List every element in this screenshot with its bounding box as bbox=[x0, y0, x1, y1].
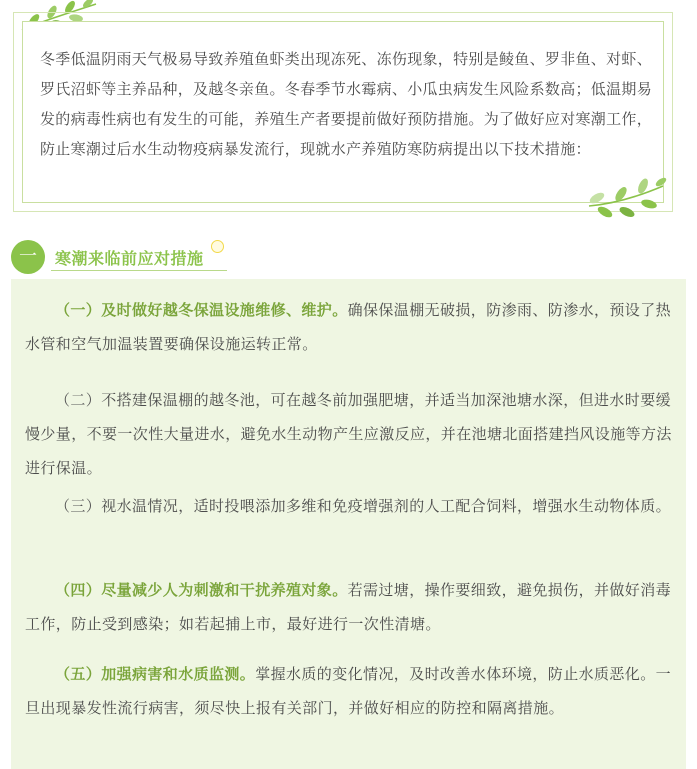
measure-item bbox=[25, 573, 673, 641]
measures-panel bbox=[11, 279, 686, 769]
measure-item bbox=[25, 489, 673, 523]
measure-body: 不搭建保温棚的越冬池，可在越冬前加强肥塘，并适当加深池塘水深，但进水时要缓慢少量，不要一次性大量进水，避免水生动物产生应激反应，并在池塘北面搭建挡风设施等方法进行保温。 bbox=[25, 391, 672, 477]
measure-item bbox=[25, 657, 673, 725]
section-number-badge: 一 bbox=[11, 240, 45, 274]
measure-lead: （四）尽量减少人为刺激和干扰养殖对象。 bbox=[55, 581, 348, 599]
measure-body: 掌握水质的变化情况，及时改善水体环境，防止水质恶化。一旦出现暴发性流行病害，须尽快上报有关部门，并做好相应的防控和隔离措施。 bbox=[25, 665, 672, 717]
measure-body: 视水温情况，适时投喂添加多维和免疫增强剂的人工配合饲料，增强水生动物体质。 bbox=[101, 497, 672, 515]
section-heading bbox=[11, 240, 311, 276]
intro-paragraph: 冬季低温阴雨天气极易导致养殖鱼虾类出现冻死、冻伤现象，特别是鲮鱼、罗非鱼、对虾、罗氏沼虾等主养品种，及越冬亲鱼。冬春季节水霉病、小瓜虫病发生风险系数高；低温期易发的病毒性病也有发生的可能，养殖生产者要提前做好预防措施。为了做好应对寒潮工作，防止寒潮过后水生动物疫病暴发流行，现就水产养殖防寒防病提出以下技术措施： bbox=[40, 50, 653, 158]
leaf-sprig-icon bbox=[585, 176, 667, 224]
section-title: 寒潮来临前应对措施 bbox=[55, 249, 204, 268]
measure-lead: （一）及时做好越冬保温设施维修、维护。 bbox=[55, 301, 348, 319]
measure-item bbox=[25, 293, 673, 361]
measure-lead: （三） bbox=[55, 497, 102, 515]
measure-lead: （二） bbox=[55, 391, 102, 409]
section-underline bbox=[51, 270, 227, 271]
measure-lead: （五）加强病害和水质监测。 bbox=[55, 665, 256, 683]
measure-body: 确保保温棚无破损，防渗雨、防渗水，预设了热水管和空气加温装置要确保设施运转正常。 bbox=[25, 301, 672, 353]
section-dot-decoration bbox=[211, 240, 224, 253]
measure-body: 若需过塘，操作要细致，避免损伤，并做好消毒工作，防止受到感染；如若起捕上市，最好进行一次性清塘。 bbox=[25, 581, 672, 633]
measure-item bbox=[25, 383, 673, 485]
